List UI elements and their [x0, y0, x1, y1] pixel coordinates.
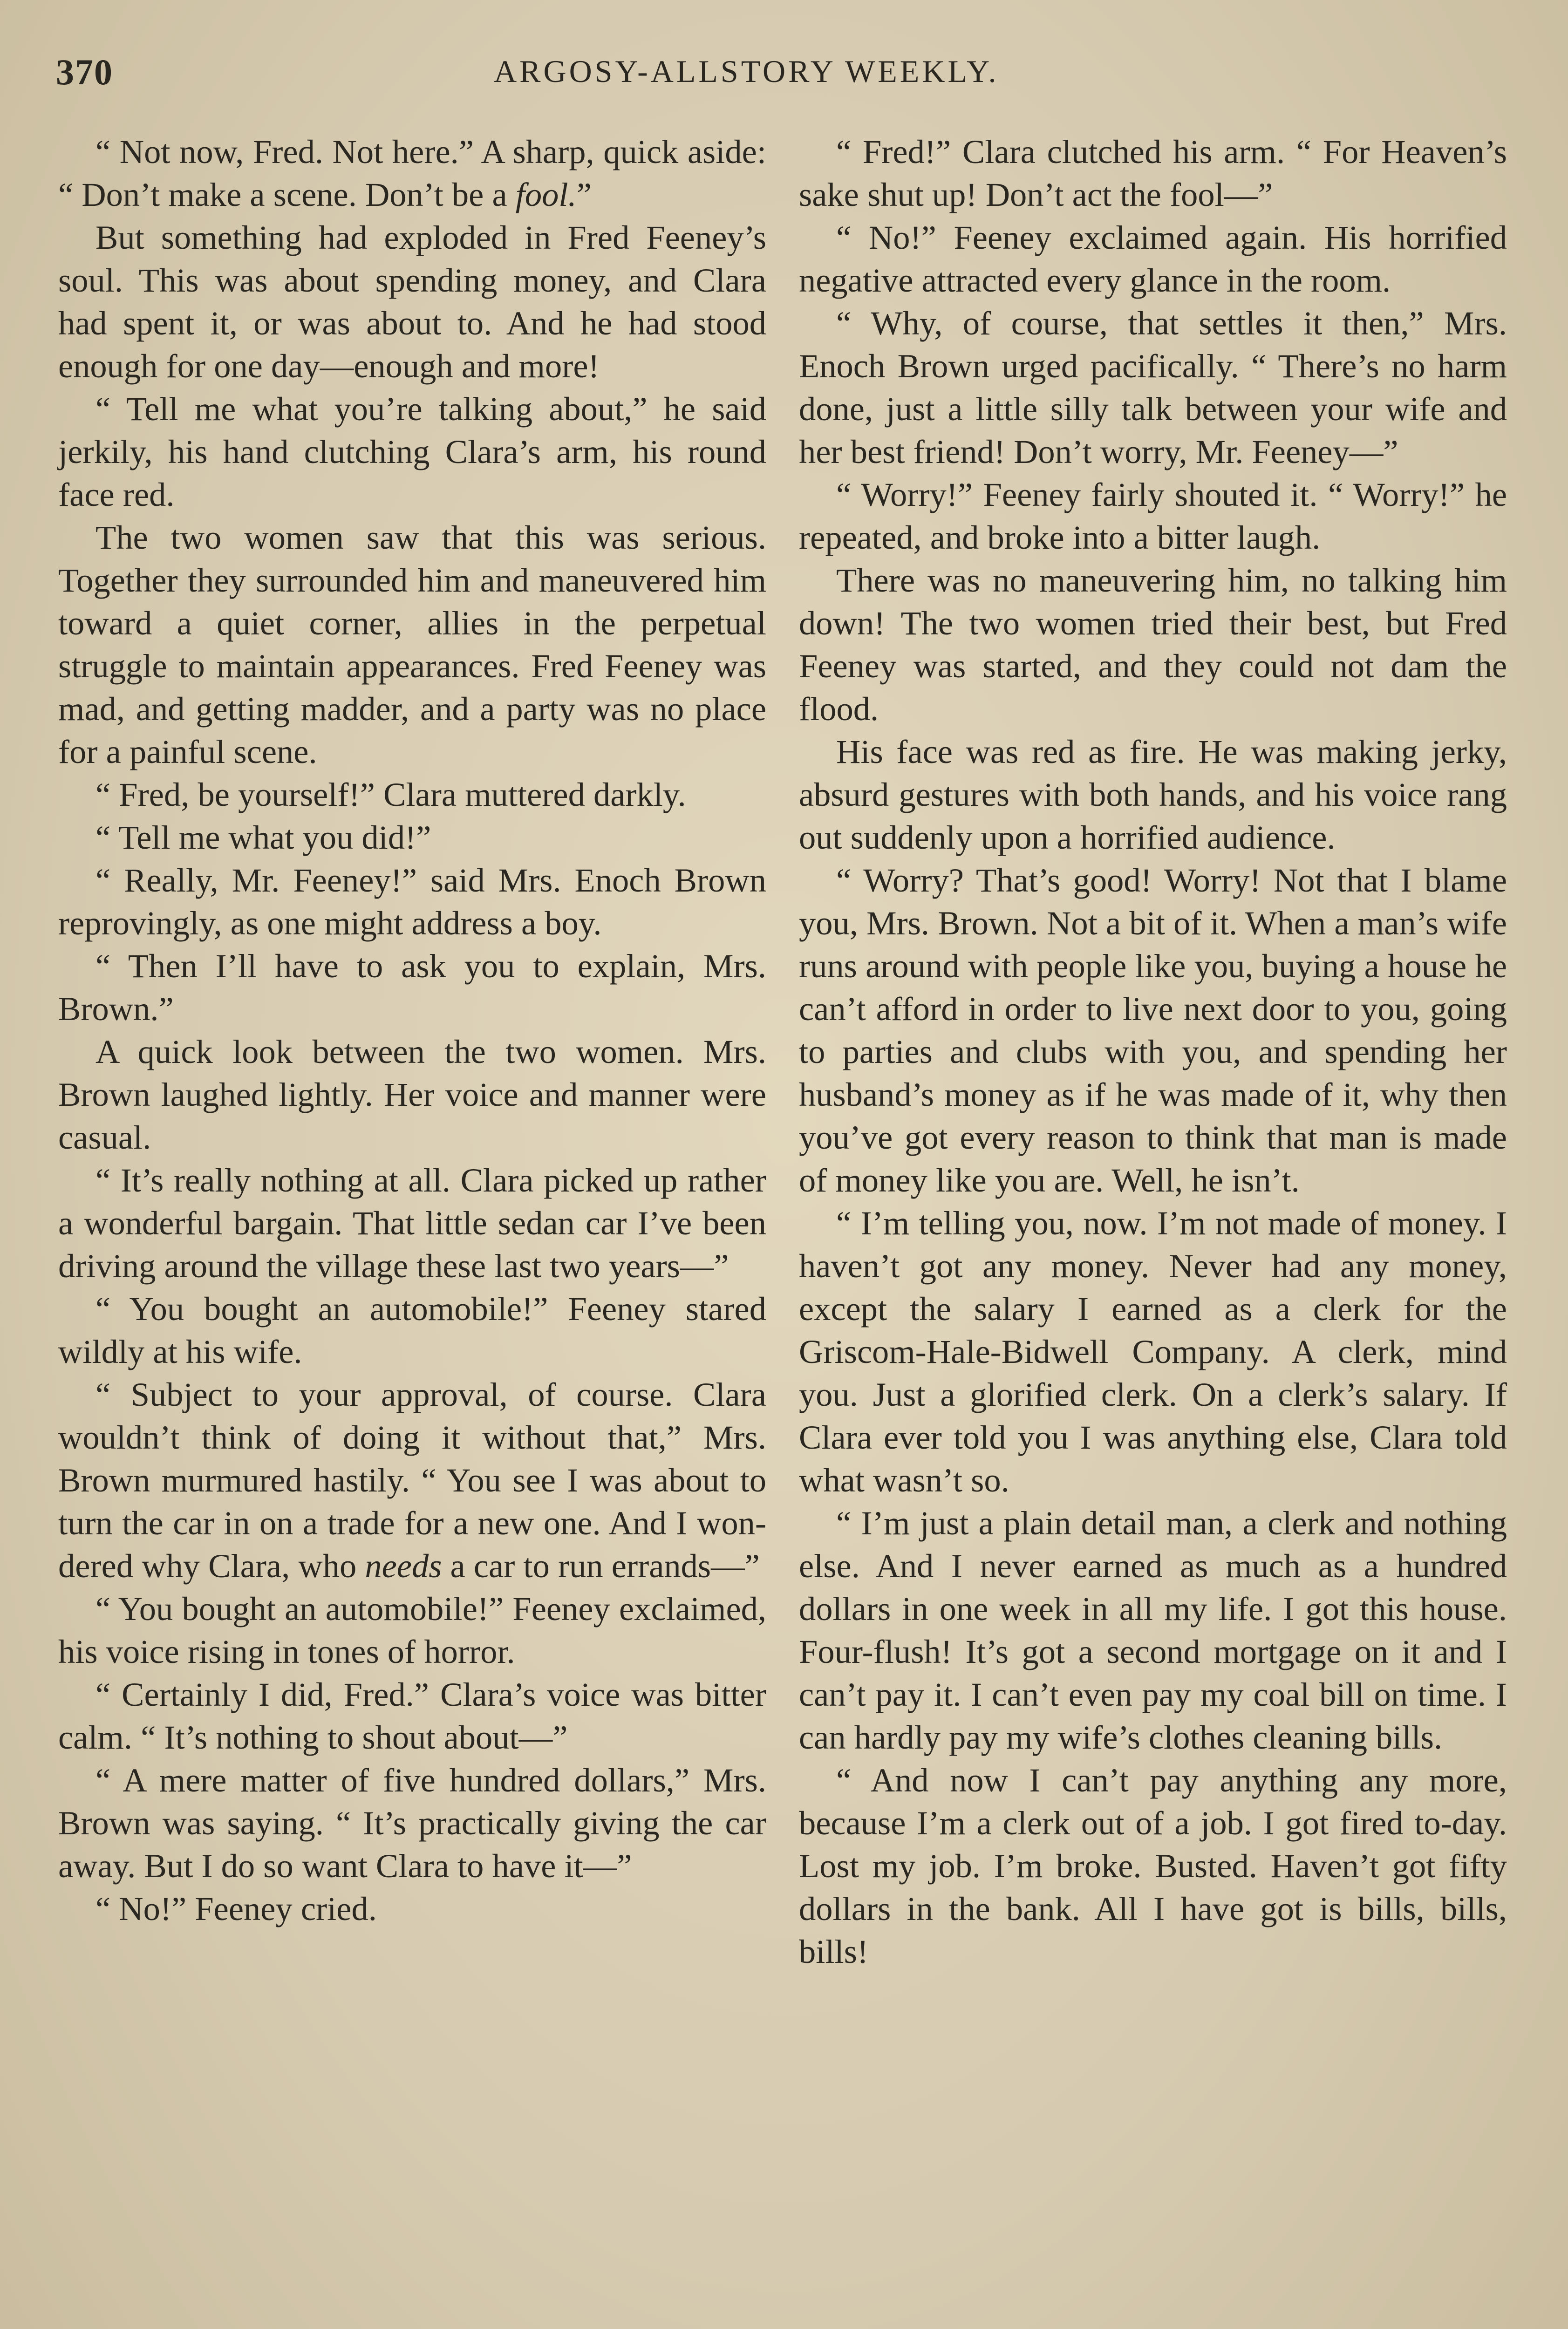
paragraph-text: “ No!” Feeney exclaimed again. His horrified negative attracted every glance in the room.: [799, 218, 1507, 299]
paragraph: [799, 216, 1507, 302]
right-text-column: [799, 130, 1507, 1973]
paragraph: [799, 302, 1507, 473]
paragraph-text: “ Tell me what you did!”: [95, 818, 431, 856]
paragraph-text: “ Subject to your approval, of course. Clara wouldn’t think of doing it without that,” Mrs. Brown murmured hastily. “ You see I was about to turn the car in on a trade for a new one. And I wondered why Clara, who: [58, 1376, 766, 1585]
paragraph: [799, 473, 1507, 559]
paragraph-text: “ Fred, be yourself!” Clara muttered darkly.: [95, 776, 686, 813]
running-title: ARGOSY-ALLSTORY WEEKLY.: [494, 54, 999, 89]
paragraph: [799, 730, 1507, 859]
paragraph-text: a car to run errands—”: [442, 1547, 760, 1585]
paragraph-text: His face was red as fire. He was making jerky, absurd gestures with both hands, and his voice rang out suddenly upon a horrified audience.: [799, 733, 1507, 856]
page-number: 370: [56, 52, 113, 92]
paragraph: [58, 1759, 766, 1887]
paragraph-text: “ Tell me what you’re talking about,” he said jerkily, his hand clutching Clara’s arm, his round face red.: [58, 390, 766, 513]
paragraph: [58, 1159, 766, 1287]
paragraph: [799, 1502, 1507, 1759]
paragraph: [58, 945, 766, 1030]
paragraph: [58, 1587, 766, 1673]
paragraph: [58, 1673, 766, 1759]
paragraph-text: There was no maneuvering him, no talking him down! The two women tried their best, but Fred Feeney was started, and they could not dam the flood.: [799, 561, 1507, 728]
paragraph: [58, 1287, 766, 1373]
paragraph: [799, 559, 1507, 730]
paragraph-text: “ Then I’ll have to ask you to explain, Mrs. Brown.”: [58, 947, 766, 1028]
paragraph-text: ”: [576, 176, 592, 213]
emphasis-text: fool.: [515, 176, 577, 213]
paragraph-text: “ I’m telling you, now. I’m not made of money. I haven’t got any money. Never had any money, except the salary I earned as a clerk for the Griscom-Hale-Bidwell Company. A clerk, mind you. Just a glorified clerk. On a clerk’s salary. If Clara ever told you I was anything else, Clara told what wasn’t so.: [799, 1204, 1507, 1499]
paragraph: [799, 1202, 1507, 1502]
paragraph: [799, 859, 1507, 1202]
page-header: [56, 51, 1537, 102]
paragraph: [58, 1373, 766, 1587]
paragraph: [58, 1030, 766, 1159]
paragraph: [799, 130, 1507, 216]
paragraph: [58, 773, 766, 816]
paragraph-text: “ Fred!” Clara clutched his arm. “ For Heaven’s sake shut up! Don’t act the fool—”: [799, 133, 1507, 213]
paragraph-text: “ Worry!” Feeney fairly shouted it. “ Worry!” he repeated, and broke into a bitter laugh.: [799, 476, 1507, 556]
paragraph-text: “ Worry? That’s good! Worry! Not that I blame you, Mrs. Brown. Not a bit of it. When a man’s wife runs around with people like you, buying a house he can’t afford in order to live next door to you, going to parties and clubs with you, and spending her husband’s money as if he was made of it, why then you’ve got every reason to think that man is made of money like you are. Well, he isn’t.: [799, 861, 1507, 1199]
paragraph-text: “ And now I can’t pay anything any more, because I’m a clerk out of a job. I got fired to-day. Lost my job. I’m broke. Busted. Haven’t got fifty dollars in the bank. All I have got is bills, bills, bills!: [799, 1761, 1507, 1970]
paragraph-text: But something had exploded in Fred Feeney’s soul. This was about spending money, and Clara had spent it, or was about to. And he had stood enough for one day—enough and more!: [58, 218, 766, 385]
paragraph-text: The two women saw that this was serious. Together they surrounded him and maneuvered him toward a quiet corner, allies in the perpetual struggle to maintain appearances. Fred Feeney was mad, and getting madder, and a party was no place for a painful scene.: [58, 518, 766, 770]
paragraph: [58, 816, 766, 859]
paragraph-text: “ Not now, Fred. Not here.” A sharp, quick aside: “ Don’t make a scene. Don’t be a: [58, 133, 766, 213]
paragraph-text: “ You bought an automobile!” Feeney stared wildly at his wife.: [58, 1290, 766, 1370]
paragraph-text: “ Why, of course, that settles it then,” Mrs. Enoch Brown urged pacifically. “ There’s no harm done, just a little silly talk between your wife and her best friend! Don’t worry, Mr. Feeney—”: [799, 304, 1507, 470]
left-text-column: [58, 130, 766, 1930]
paragraph-text: A quick look between the two women. Mrs. Brown laughed lightly. Her voice and manner were casual.: [58, 1033, 766, 1156]
paragraph-text: “ Really, Mr. Feeney!” said Mrs. Enoch Brown reprovingly, as one might address a boy.: [58, 861, 766, 942]
paragraph-text: “ It’s really nothing at all. Clara picked up rather a wonderful bargain. That little sedan car I’ve been driving around the village these last two years—”: [58, 1161, 766, 1285]
paragraph: [58, 388, 766, 516]
emphasis-text: needs: [365, 1547, 442, 1585]
paragraph: [58, 859, 766, 945]
paragraph: [58, 516, 766, 773]
paragraph: [58, 216, 766, 388]
paragraph-text: “ You bought an automobile!” Feeney exclaimed, his voice rising in tones of horror.: [58, 1590, 766, 1670]
paragraph-text: “ No!” Feeney cried.: [95, 1890, 377, 1927]
paragraph: [58, 130, 766, 216]
paragraph: [799, 1759, 1507, 1973]
paragraph: [58, 1887, 766, 1930]
paragraph-text: “ Certainly I did, Fred.” Clara’s voice was bitter calm. “ It’s nothing to shout about—”: [58, 1675, 766, 1756]
paragraph-text: “ I’m just a plain detail man, a clerk and nothing else. And I never earned as much as a hundred dollars in one week in all my life. I got this house. Four-flush! It’s got a second mortgage on it and I can’t pay it. I can’t even pay my coal bill on time. I can hardly pay my wife’s clothes cleaning bills.: [799, 1504, 1507, 1756]
paragraph-text: “ A mere matter of five hundred dollars,” Mrs. Brown was saying. “ It’s practically giving the car away. But I do so want Clara to have it—”: [58, 1761, 766, 1885]
